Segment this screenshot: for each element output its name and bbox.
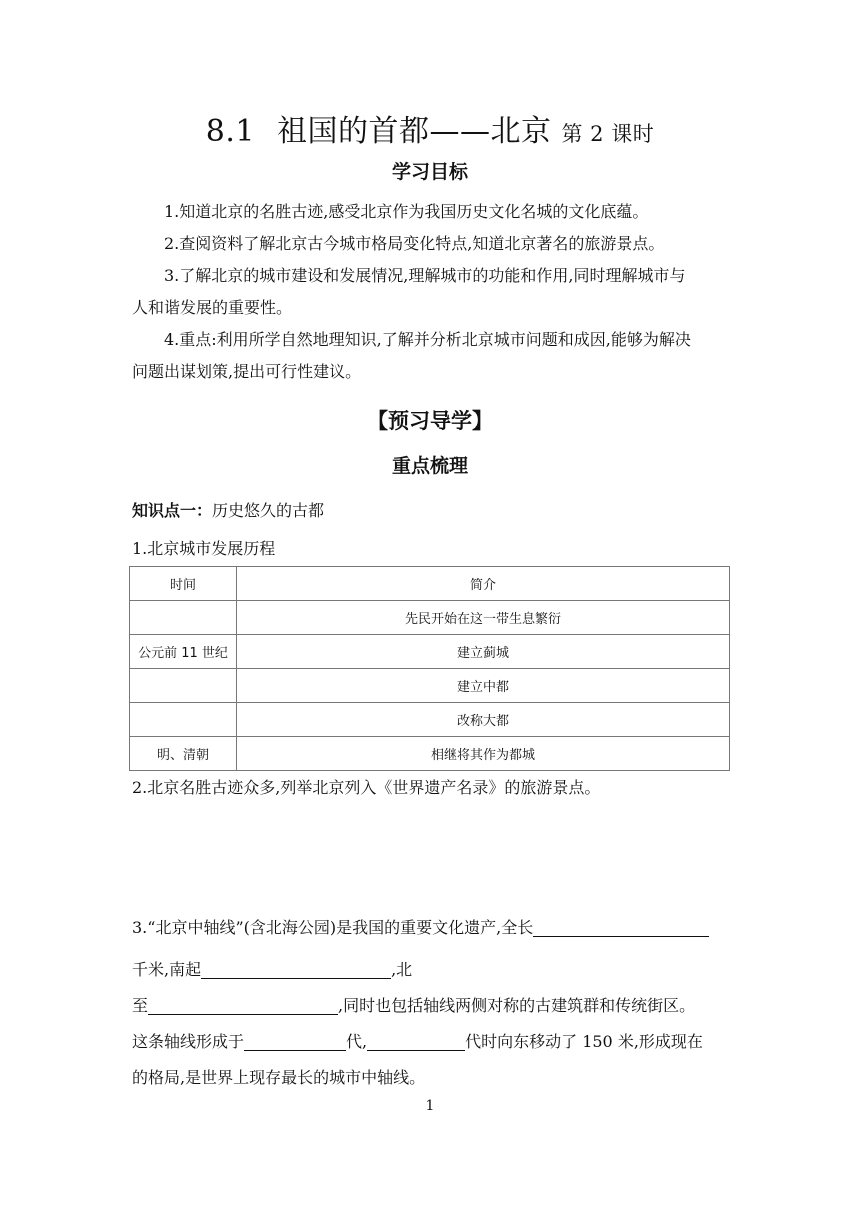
objectives-list xyxy=(132,196,732,388)
table-cell-time[interactable] xyxy=(130,669,237,703)
q3-text-7: 代, xyxy=(346,1032,368,1051)
table-header-time: 时间 xyxy=(130,567,237,601)
q3-text-6: 这条轴线形成于 xyxy=(132,1032,245,1051)
objective-line-3: 3.了解北京的城市建设和发展情况,理解城市的功能和作用,同时理解城市与 xyxy=(164,266,686,285)
table-cell-intro: 建立中都 xyxy=(237,669,730,703)
table-row xyxy=(130,601,730,635)
lesson-title: 祖国的首都——北京 xyxy=(277,114,552,149)
objective-line-1: 1.知道北京的名胜古迹,感受北京作为我国历史文化名城的文化底蕴。 xyxy=(164,202,649,221)
objective-line-2: 2.查阅资料了解北京古今城市格局变化特点,知道北京著名的旅游景点。 xyxy=(164,234,665,253)
knowledge-point-label: 知识点一： xyxy=(132,501,213,520)
objective-line-3-cont: 人和谐发展的重要性。 xyxy=(132,298,293,317)
knowledge-point-1 xyxy=(132,496,324,526)
page-title xyxy=(0,112,860,154)
table-cell-intro: 改称大都 xyxy=(237,703,730,737)
q3-text-5: ,同时也包括轴线两侧对称的古建筑群和传统街区。 xyxy=(338,996,696,1015)
knowledge-point-text: 历史悠久的古都 xyxy=(212,501,325,520)
table-row xyxy=(130,737,730,771)
table-cell-intro: 相继将其作为都城 xyxy=(237,737,730,771)
objectives-heading: 学习目标 xyxy=(391,161,468,183)
table-cell-intro: 先民开始在这一带生息繁衍 xyxy=(237,601,730,635)
lesson-number: 8.1 xyxy=(205,114,255,149)
table-row xyxy=(130,669,730,703)
preview-heading: 【预习导学】 xyxy=(367,409,493,433)
page-number: 1 xyxy=(425,1098,435,1114)
objective-line-4-cont: 问题出谋划策,提出可行性建议。 xyxy=(132,362,362,381)
q3-text-3: ,北 xyxy=(391,960,413,979)
answer-blank-length[interactable] xyxy=(533,916,709,937)
key-points-heading: 重点梳理 xyxy=(391,455,468,477)
q3-block xyxy=(132,910,732,1096)
answer-blank-north[interactable] xyxy=(148,994,338,1015)
objective-line-4: 4.重点:利用所学自然地理知识,了解并分析北京城市问题和成因,能够为解决 xyxy=(164,330,691,349)
table-header-row xyxy=(130,567,730,601)
table-header-intro: 简介 xyxy=(237,567,730,601)
q3-text-8: 代时向东移动了 150 米,形成现在 xyxy=(465,1032,703,1051)
q3-text-2: 千米,南起 xyxy=(132,960,202,979)
answer-blank-dynasty-1[interactable] xyxy=(244,1030,346,1051)
table-row xyxy=(130,703,730,737)
table-cell-time: 公元前 11 世纪 xyxy=(130,635,237,669)
q2-text: 2.北京名胜古迹众多,列举北京列入《世界遗产名录》的旅游景点。 xyxy=(132,778,601,797)
table-cell-intro: 建立蓟城 xyxy=(237,635,730,669)
q3-text-4: 至 xyxy=(132,996,149,1015)
history-table xyxy=(129,566,730,771)
table-cell-time[interactable] xyxy=(130,703,237,737)
table-cell-time: 明、清朝 xyxy=(130,737,237,771)
answer-blank-dynasty-2[interactable] xyxy=(367,1030,465,1051)
table-row xyxy=(130,635,730,669)
q3-text-1: 3.“北京中轴线”(含北海公园)是我国的重要文化遗产,全长 xyxy=(132,918,534,937)
table-cell-time[interactable] xyxy=(130,601,237,635)
q1-title: 1.北京城市发展历程 xyxy=(132,539,276,558)
answer-blank-south[interactable] xyxy=(201,958,391,979)
lesson-period: 第 2 课时 xyxy=(561,122,655,146)
q3-text-9: 的格局,是世界上现存最长的城市中轴线。 xyxy=(132,1068,426,1087)
